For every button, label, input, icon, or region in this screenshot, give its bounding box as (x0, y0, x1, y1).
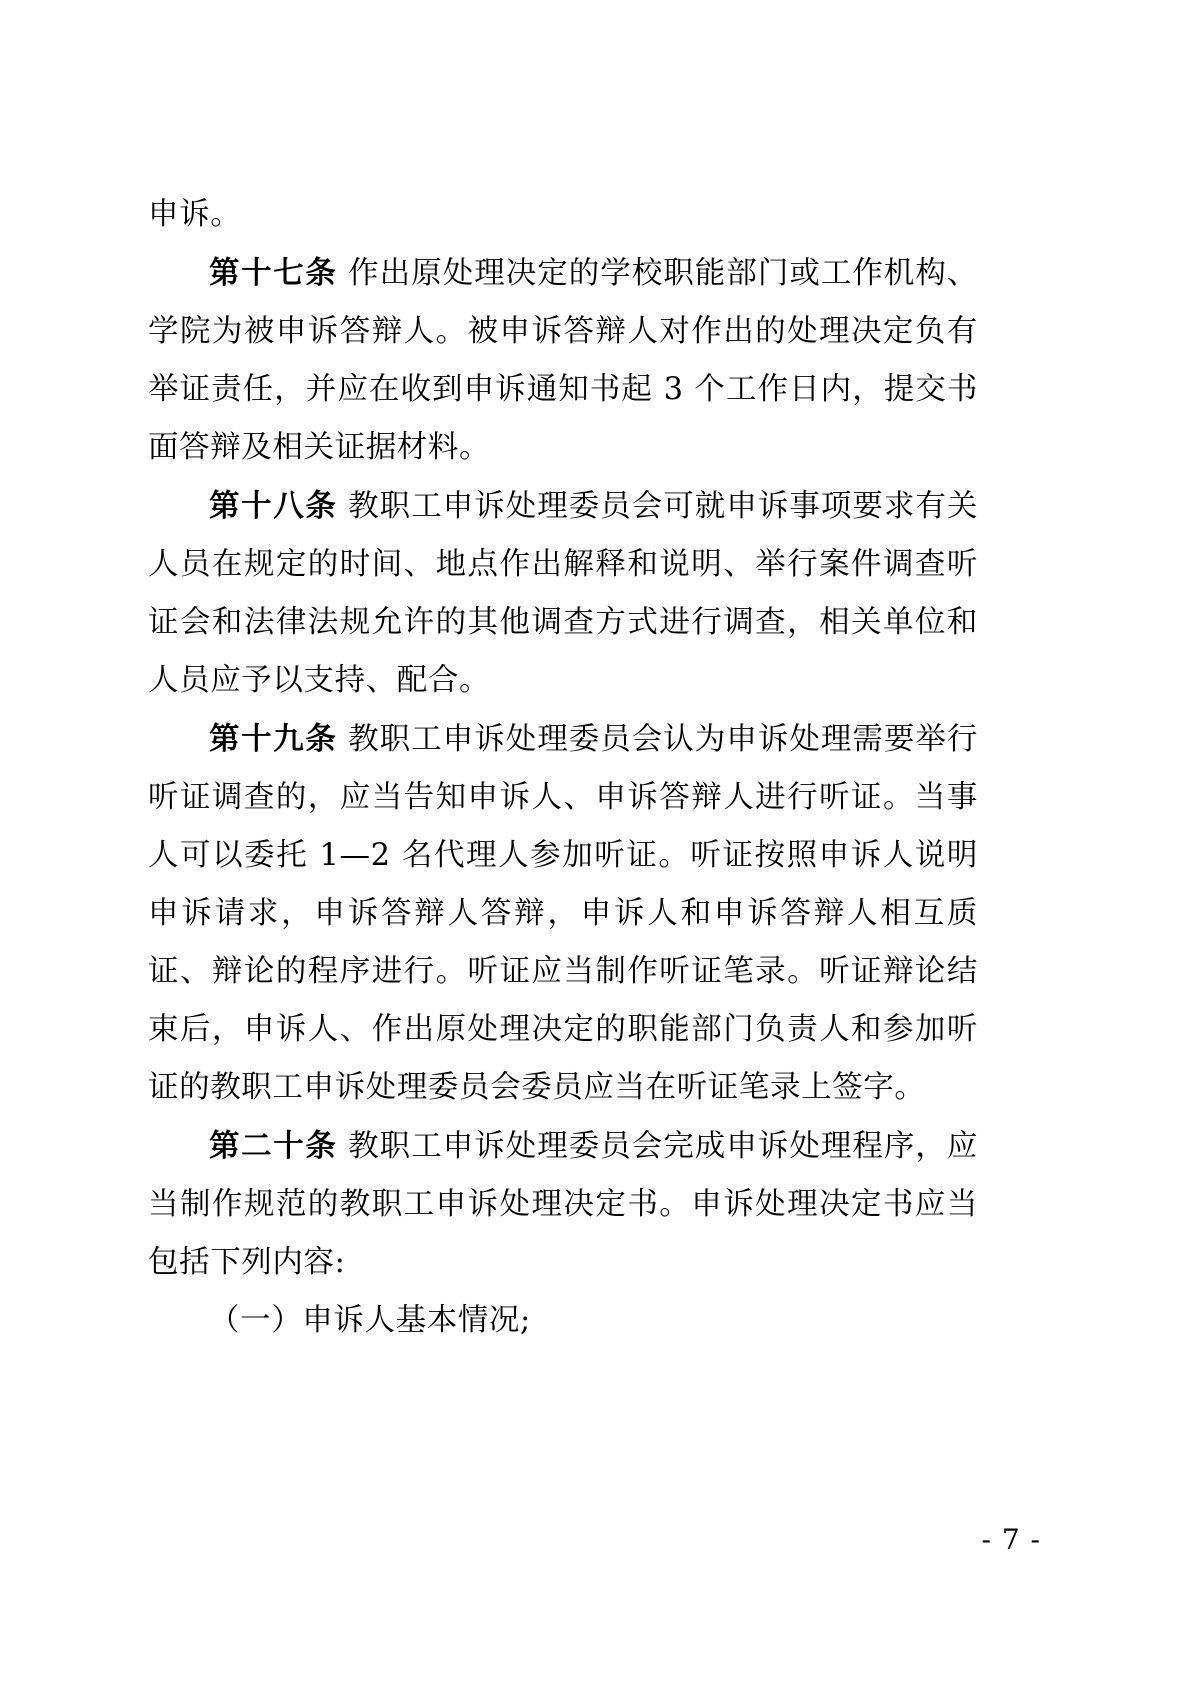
paragraph-article-19 (148, 710, 978, 1117)
article-label: 第十七条 (209, 255, 338, 291)
paragraph-article-20 (148, 1117, 978, 1292)
paragraph-item-1 (148, 1292, 978, 1350)
paragraph-text: 教职工申诉处理委员会可就申诉事项要求有关人员在规定的时间、地点作出解释和说明、举行案件调查听证会和法律法规允许的其他调查方式进行调查，相关单位和人员应予以支持、配合。 (148, 489, 979, 698)
article-label: 第二十条 (209, 1128, 338, 1164)
document-body (148, 186, 978, 1350)
page-number: - 7 - (981, 1523, 1041, 1556)
paragraph-text: 申诉。 (148, 197, 242, 232)
paragraph-text: （一）申诉人基本情况; (209, 1303, 531, 1338)
paragraph-text: 作出原处理决定的学校职能部门或工作机构、学院为被申诉答辩人。被申诉答辩人对作出的处理决定负有举证责任，并应在收到申诉通知书起 3 个工作日内，提交书面答辩及相关证据材料。 (148, 256, 979, 465)
paragraph-article-18 (148, 477, 978, 710)
paragraph-continuation (148, 186, 978, 244)
article-label: 第十八条 (209, 488, 338, 524)
paragraph-article-17 (148, 244, 978, 477)
paragraph-text: 教职工申诉处理委员会认为申诉处理需要举行听证调查的，应当告知申诉人、申诉答辩人进行听证。当事人可以委托 1—2 名代理人参加听证。听证按照申诉人说明申诉请求，申诉答辩人答辩，申诉人和申诉答辩人相互质证、辩论的程序进行。听证应当制作听证笔录。听证辩论结束后，申诉人、作出原处理决定的职能部门负责人和参加听证的教职工申诉处理委员会委员应当在听证笔录上签字。 (148, 722, 979, 1105)
paragraph-text: 教职工申诉处理委员会完成申诉处理程序，应当制作规范的教职工申诉处理决定书。申诉处理决定书应当包括下列内容: (148, 1129, 979, 1280)
article-label: 第十九条 (209, 721, 338, 757)
